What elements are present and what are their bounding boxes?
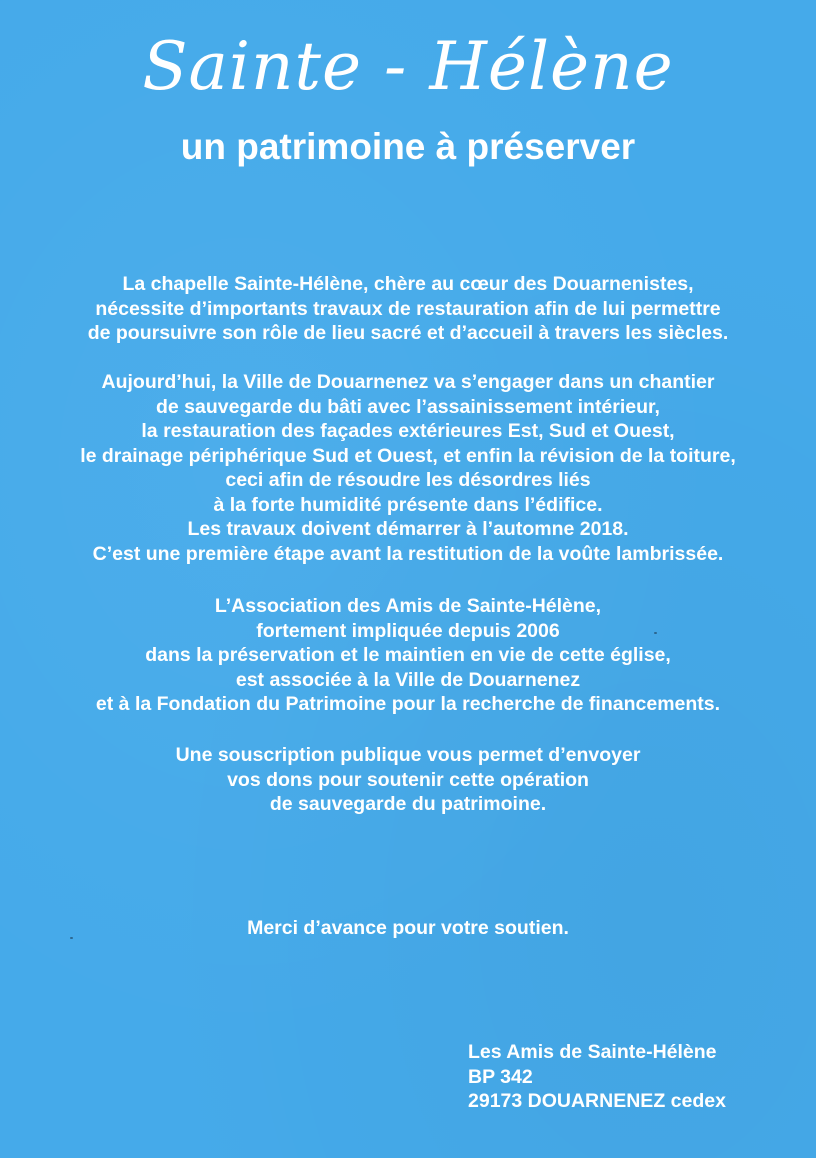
paragraph-line: à la forte humidité présente dans l’édifice. (213, 493, 603, 516)
paragraph-line: C’est une première étape avant la restitution de la voûte lambrissée. (92, 542, 724, 565)
paper-speck (654, 632, 657, 634)
flyer-subtitle: un patrimoine à préserver (180, 126, 636, 167)
paragraph-line: nécessite d’importants travaux de restauration afin de lui permettre (95, 297, 721, 320)
paragraph-line: la restauration des façades extérieures Est, Sud et Ouest, (141, 420, 675, 442)
paragraph-chapel-intro (0, 272, 816, 346)
address-line: 29173 DOUARNENEZ cedex (468, 1090, 726, 1112)
paper-speck (70, 937, 73, 939)
paragraph-line: ceci afin de résoudre les désordres liés (225, 469, 591, 491)
paragraph-works (0, 370, 816, 566)
paragraph-line: de sauvegarde du patrimoine. (269, 793, 547, 815)
paragraph-line: est associée à la Ville de Douarnenez (235, 668, 581, 691)
paragraph-line: de poursuivre son rôle de lieu sacré et d’accueil à travers les siècles. (87, 322, 729, 344)
paragraph-line: dans la préservation et le maintien en vie de cette église, (145, 644, 671, 666)
paragraph-line: L’Association des Amis de Sainte-Hélène, (214, 595, 602, 617)
thanks-line: Merci d’avance pour votre soutien. (247, 917, 569, 939)
paragraph-line: La chapelle Sainte-Hélène, chère au cœur des Douarnenistes, (122, 273, 694, 295)
paragraph-line: vos dons pour soutenir cette opération (227, 768, 589, 791)
paragraph-line: le drainage périphérique Sud et Ouest, et enfin la révision de la toiture, (80, 444, 736, 467)
paragraph-line: de sauvegarde du bâti avec l’assainissement intérieur, (156, 395, 660, 418)
postal-address (468, 1040, 726, 1114)
paragraph-line: fortement impliquée depuis 2006 (256, 619, 560, 642)
paragraph-line: Les travaux doivent démarrer à l’automne 2018. (187, 518, 629, 540)
address-line: Les Amis de Sainte-Hélène (468, 1041, 717, 1063)
paragraph-association (0, 594, 816, 717)
paragraph-line: Une souscription publique vous permet d’envoyer (175, 744, 641, 766)
paragraph-line: Aujourd’hui, la Ville de Douarnenez va s’engager dans un chantier (101, 371, 715, 393)
paragraph-subscription (0, 743, 816, 817)
flyer-title: Sainte - Hélène (142, 28, 674, 105)
paragraph-line: et à la Fondation du Patrimoine pour la recherche de financements. (95, 693, 721, 715)
address-line: BP 342 (468, 1065, 533, 1088)
